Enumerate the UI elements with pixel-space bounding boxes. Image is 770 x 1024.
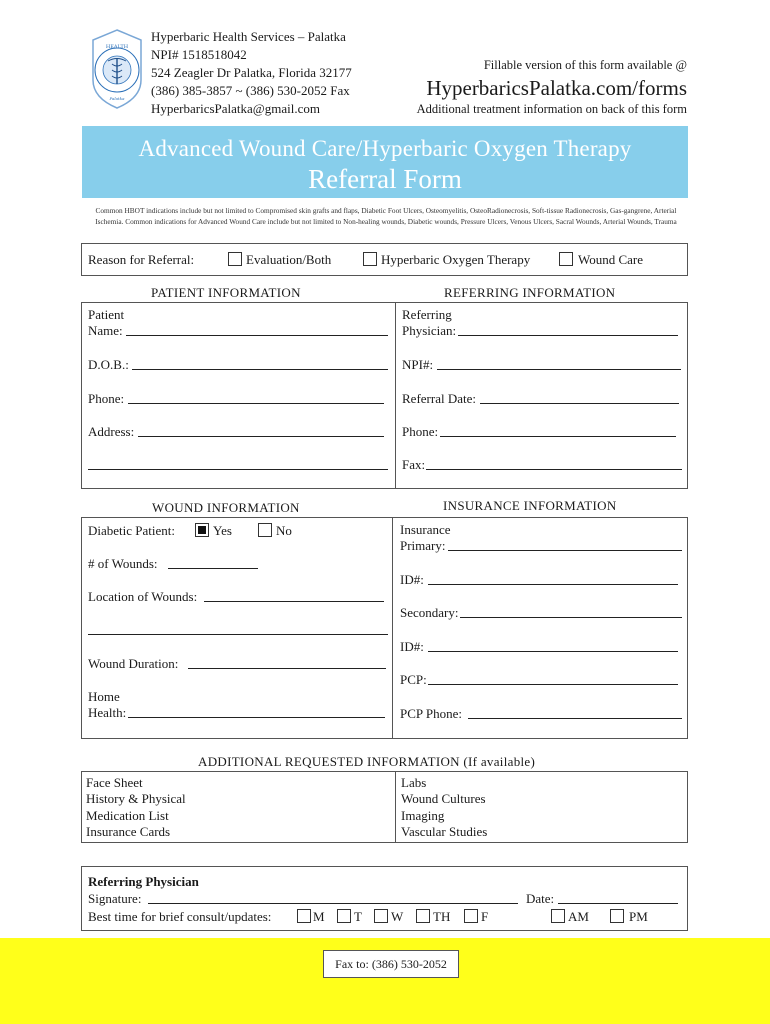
patient-name-label-1: Patient — [88, 307, 125, 322]
num-wounds-field[interactable] — [168, 568, 258, 569]
address-label: Address: — [88, 424, 135, 439]
reason-box — [81, 243, 688, 276]
patient-info-heading: PATIENT INFORMATION — [151, 285, 301, 300]
insurance-primary-label-2: Primary: — [400, 538, 446, 553]
address-field-line2[interactable] — [88, 469, 388, 470]
day-m-checkbox[interactable] — [297, 909, 311, 923]
pcp-phone-label: PCP Phone: — [400, 706, 463, 721]
banner-title: Advanced Wound Care/Hyperbaric Oxygen Therapy — [138, 136, 632, 161]
home-health-label-1: Home — [88, 689, 120, 704]
banner-subtitle: Referral Form — [308, 164, 462, 194]
patient-phone-field[interactable] — [128, 403, 384, 404]
secondary-label: Secondary: — [400, 605, 459, 620]
evaluation-checkbox[interactable] — [228, 252, 242, 266]
org-phone-fax: (386) 385-3857 ~ (386) 530-2052 Fax — [151, 83, 350, 98]
day-f-label: F — [481, 909, 489, 924]
referring-fax-field[interactable] — [426, 469, 682, 470]
column-divider — [395, 303, 396, 488]
day-th-checkbox[interactable] — [416, 909, 430, 923]
referring-phone-field[interactable] — [440, 436, 676, 437]
fillable-note: Fillable version of this form available @ — [483, 58, 687, 72]
time-pm-checkbox[interactable] — [610, 909, 624, 923]
reason-label: Reason for Referral: — [88, 252, 195, 267]
svg-text:HEALTH: HEALTH — [105, 44, 129, 50]
hyperbaric-logo — [88, 28, 146, 110]
patient-referring-box — [81, 302, 688, 489]
secondary-id-field[interactable] — [428, 651, 678, 652]
website-link[interactable]: HyperbaricsPalatka.com/forms — [426, 76, 687, 100]
referring-physician-title: Referring Physician — [88, 874, 199, 889]
org-address: 524 Zeagler Dr Palatka, Florida 32177 — [151, 65, 352, 80]
address-field[interactable] — [138, 436, 384, 437]
referring-physician-field[interactable] — [458, 335, 678, 336]
duration-label: Wound Duration: — [88, 656, 179, 671]
title-banner — [82, 126, 688, 198]
wound-care-checkbox[interactable] — [559, 252, 573, 266]
secondary-field[interactable] — [460, 617, 682, 618]
referring-phone-label: Phone: — [402, 424, 439, 439]
referral-date-field[interactable] — [480, 403, 679, 404]
svg-text:Palatka: Palatka — [109, 96, 125, 101]
wound-info-heading: WOUND INFORMATION — [152, 500, 300, 515]
item-imaging: Imaging — [401, 808, 445, 823]
insurance-primary-label-1: Insurance — [400, 522, 451, 537]
primary-id-label: ID#: — [400, 572, 424, 587]
item-labs: Labs — [401, 775, 427, 790]
day-t-checkbox[interactable] — [337, 909, 351, 923]
hbot-label: Hyperbaric Oxygen Therapy — [381, 252, 531, 267]
dob-field[interactable] — [132, 369, 388, 370]
duration-field[interactable] — [188, 668, 386, 669]
npi-number: NPI# 1518518042 — [151, 47, 247, 62]
item-medication-list: Medication List — [86, 808, 169, 823]
insurance-primary-field[interactable] — [448, 550, 682, 551]
pcp-field[interactable] — [428, 684, 678, 685]
pcp-label: PCP: — [400, 672, 427, 687]
wound-insurance-box — [81, 517, 688, 739]
back-note: Additional treatment information on back of this form — [416, 102, 687, 116]
time-am-checkbox[interactable] — [551, 909, 565, 923]
item-wound-cultures: Wound Cultures — [401, 791, 486, 806]
wound-care-label: Wound Care — [578, 252, 644, 267]
patient-phone-label: Phone: — [88, 391, 125, 406]
org-name: Hyperbaric Health Services – Palatka — [151, 29, 346, 44]
time-am-label: AM — [568, 909, 589, 924]
home-health-field[interactable] — [128, 717, 385, 718]
referring-npi-field[interactable] — [437, 369, 681, 370]
num-wounds-label: # of Wounds: — [88, 556, 158, 571]
referring-physician-label-1: Referring — [402, 307, 452, 322]
indications-text: Common HBOT indications include but not limited to Compromised skin grafts and flaps, Diabetic Foot Ulcers, Osteomyelitis, OsteoRadionecrosis, Soft-tissue Radionecrosis, Gas-gangrene, Arterial Ischemia. Common indications for Advanced Wound Care include but not limited to Non-healing wounds, Diabetic wounds, Pressure Ulcers, Venous Ulcers, Sacral Wounds, Arterial Wounds, Trauma — [95, 206, 677, 226]
referring-info-heading: REFERRING INFORMATION — [444, 285, 616, 300]
signature-field[interactable] — [148, 903, 518, 904]
primary-id-field[interactable] — [428, 584, 678, 585]
signature-box — [81, 866, 688, 931]
item-insurance-cards: Insurance Cards — [86, 824, 171, 839]
day-w-checkbox[interactable] — [374, 909, 388, 923]
item-history-physical: History & Physical — [86, 791, 186, 806]
home-health-label-2: Health: — [88, 705, 127, 720]
location-label: Location of Wounds: — [88, 589, 198, 604]
item-face-sheet: Face Sheet — [86, 775, 143, 790]
header-contact — [151, 28, 352, 118]
diabetic-label: Diabetic Patient: — [88, 523, 176, 538]
additional-info-heading: ADDITIONAL REQUESTED INFORMATION (If available) — [198, 754, 536, 769]
patient-name-field[interactable] — [126, 335, 388, 336]
diabetic-no-checkbox[interactable] — [258, 523, 272, 537]
fax-to-box: Fax to: (386) 530-2052 — [323, 950, 459, 978]
day-w-label: W — [391, 909, 404, 924]
patient-name-label-2: Name: — [88, 323, 123, 338]
signature-label: Signature: — [88, 891, 142, 906]
pcp-phone-field[interactable] — [468, 718, 682, 719]
column-divider-3 — [395, 772, 396, 842]
location-field[interactable] — [204, 601, 384, 602]
day-th-label: TH — [433, 909, 451, 924]
diabetic-yes-checkbox[interactable] — [195, 523, 209, 537]
referral-date-label: Referral Date: — [402, 391, 476, 406]
column-divider-2 — [392, 518, 393, 738]
dob-label: D.O.B.: — [88, 357, 129, 372]
insurance-info-heading: INSURANCE INFORMATION — [443, 498, 617, 513]
evaluation-label: Evaluation/Both — [246, 252, 332, 267]
org-email: HyperbaricsPalatka@gmail.com — [151, 101, 320, 116]
best-time-label: Best time for brief consult/updates: — [88, 909, 272, 924]
signature-date-field[interactable] — [558, 903, 678, 904]
referring-npi-label: NPI#: — [402, 357, 434, 372]
day-t-label: T — [354, 909, 362, 924]
hbot-checkbox[interactable] — [363, 252, 377, 266]
time-pm-label: PM — [629, 909, 648, 924]
location-field-line2[interactable] — [88, 634, 388, 635]
diabetic-no-label: No — [276, 523, 292, 538]
signature-date-label: Date: — [526, 891, 555, 906]
referring-fax-label: Fax: — [402, 457, 426, 472]
secondary-id-label: ID#: — [400, 639, 424, 654]
item-vascular-studies: Vascular Studies — [401, 824, 488, 839]
referring-physician-label-2: Physician: — [402, 323, 457, 338]
additional-info-box — [81, 771, 688, 843]
diabetic-yes-label: Yes — [213, 523, 232, 538]
day-f-checkbox[interactable] — [464, 909, 478, 923]
day-m-label: M — [313, 909, 325, 924]
